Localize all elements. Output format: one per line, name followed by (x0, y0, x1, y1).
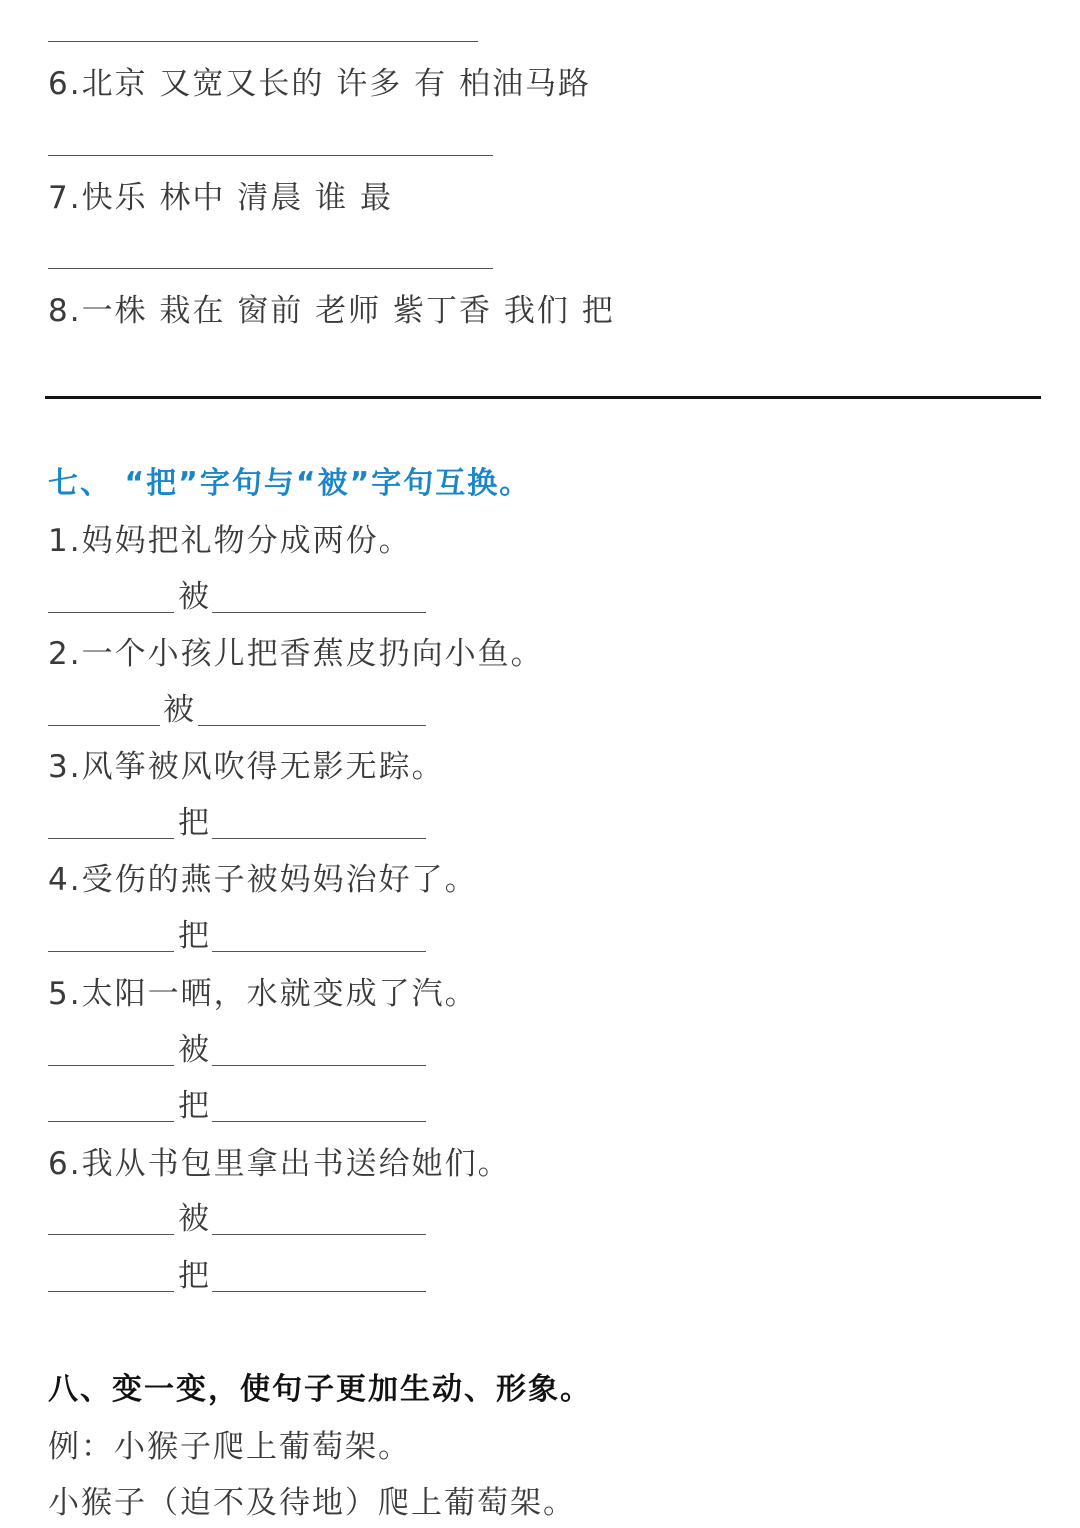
answer-line[interactable] (48, 41, 478, 42)
keyword: 把 (178, 918, 209, 954)
answer-blank[interactable] (212, 951, 426, 952)
keyword: 被 (178, 579, 209, 615)
section-heading: 八、变一变，使句子更加生动、形象。 (48, 1372, 592, 1407)
answer-blank[interactable] (212, 1065, 426, 1066)
example-answer: 小猴子（迫不及待地）爬上葡萄架。 (48, 1485, 576, 1521)
section-divider (45, 396, 1041, 399)
answer-line[interactable] (48, 268, 493, 269)
answer-blank[interactable] (198, 725, 426, 726)
answer-blank[interactable] (212, 838, 426, 839)
answer-blank[interactable] (212, 612, 426, 613)
example-sentence: 例：小猴子爬上葡萄架。 (48, 1429, 411, 1465)
section-heading: 七、 “把”字句与“被”字句互换。 (48, 466, 532, 501)
answer-blank[interactable] (212, 1234, 426, 1235)
keyword: 被 (178, 1201, 209, 1237)
answer-blank[interactable] (212, 1291, 426, 1292)
answer-blank[interactable] (212, 1121, 426, 1122)
question-item: 4.受伤的燕子被妈妈治好了。 (48, 862, 478, 898)
answer-blank[interactable] (48, 725, 160, 726)
question-item: 1.妈妈把礼物分成两份。 (48, 523, 412, 559)
question-item: 6.我从书包里拿出书送给她们。 (48, 1146, 511, 1182)
answer-blank[interactable] (48, 612, 174, 613)
answer-blank[interactable] (48, 1065, 174, 1066)
question-item: 8.一株 栽在 窗前 老师 紫丁香 我们 把 (48, 293, 615, 329)
keyword: 被 (163, 692, 194, 728)
answer-blank[interactable] (48, 1291, 174, 1292)
question-item: 7.快乐 林中 清晨 谁 最 (48, 180, 393, 216)
answer-blank[interactable] (48, 838, 174, 839)
answer-line[interactable] (48, 155, 493, 156)
keyword: 被 (178, 1032, 209, 1068)
question-item: 5.太阳一晒，水就变成了汽。 (48, 976, 478, 1012)
answer-blank[interactable] (48, 1234, 174, 1235)
answer-blank[interactable] (48, 1121, 174, 1122)
question-item: 6.北京 又宽又长的 许多 有 柏油马路 (48, 66, 591, 102)
answer-blank[interactable] (48, 951, 174, 952)
question-item: 2.一个小孩儿把香蕉皮扔向小鱼。 (48, 636, 544, 672)
keyword: 把 (178, 1088, 209, 1124)
question-item: 3.风筝被风吹得无影无踪。 (48, 749, 445, 785)
keyword: 把 (178, 805, 209, 841)
keyword: 把 (178, 1258, 209, 1294)
